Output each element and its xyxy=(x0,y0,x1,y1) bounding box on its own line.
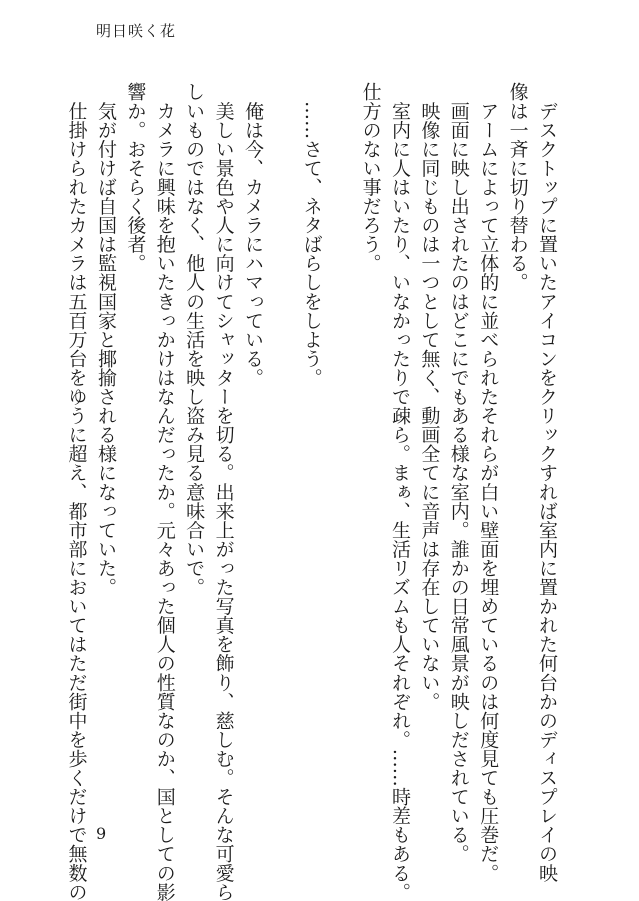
text-line: デスクトップに置いたアイコンをクリックすれば室内に置かれた何台かのディスプレイの映 xyxy=(536,82,558,883)
page-number: 9 xyxy=(96,824,107,843)
text-line: アームによって立体的に並べられたそれらが白い壁面を埋めているのは何度見ても圧巻だ。 xyxy=(477,82,500,883)
text-line: 像は一斉に切り替わる。 xyxy=(506,82,529,292)
text-line: 気が付けば自国は監視国家と揶揄される様になっていた。 xyxy=(94,82,117,597)
text-line: 美しい景色や人に向けてシャッターを切る。出来上がった写真を飾り、慈しむ。そんな可愛ら xyxy=(212,82,235,901)
text-line: しいものではなく、他人の生活を映し盗み見る意味合いで。 xyxy=(183,82,206,597)
text-line: ……さて、ネタばらしをしよう。 xyxy=(300,82,323,387)
blank-line xyxy=(326,82,355,842)
running-header-title: 明日咲く花 xyxy=(96,22,177,40)
text-line: カメラに興味を抱いたきっかけはなんだったか。元々あった個人の性質なのか、国としての影 xyxy=(153,82,176,901)
text-line: 仕方のない事だろう。 xyxy=(359,82,382,273)
text-line: 俺は今、カメラにハマっている。 xyxy=(241,82,264,387)
text-line: 響か。おそらく後者。 xyxy=(124,82,147,273)
text-line: 画面に映し出されたのはどこにでもある様な室内。誰かの日常風景が映しだされている。 xyxy=(447,82,470,864)
text-line: 映像に同じものは一つとして無く、動画全てに音声は存在していない。 xyxy=(418,82,441,711)
blank-line xyxy=(267,82,296,842)
novel-body-text xyxy=(61,82,561,901)
text-line: 室内に人はいたり、いなかったりで疎ら。まぁ、生活リズムも人それぞれ。……時差もある。 xyxy=(388,82,411,901)
text-line: 仕掛けられたカメラは五百万台をゆうに超え、都市部においてはただ街中を歩くだけで無数の xyxy=(65,82,88,901)
